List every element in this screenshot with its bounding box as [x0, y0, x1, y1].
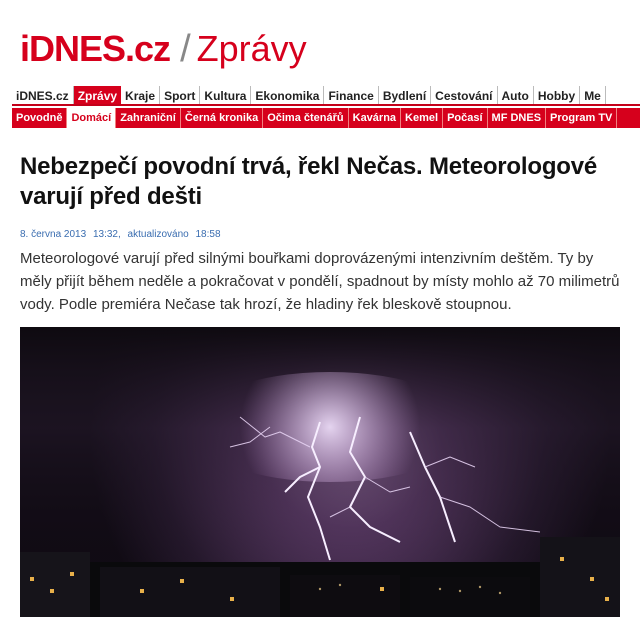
- nav-item-bydlen-[interactable]: Bydlení: [379, 86, 431, 105]
- article-lead: Meteorologové varují před silnými bouřkami doprovázenými intenzivním deštěm. Ty by měly přijít během neděle a pokračovat v pondělí, spadnout by místy mohlo až 70 milimetrů vody. Podle premiéra Nečase tak hrozí, že hladiny řek bleskově stoupnou.: [20, 250, 620, 313]
- updated-label: aktualizováno: [127, 229, 189, 240]
- nav-item-auto[interactable]: Auto: [498, 86, 534, 105]
- article-time: 13:32,: [92, 229, 121, 240]
- site-logo[interactable]: [20, 28, 307, 68]
- subnav-item-po-as-[interactable]: Počasí: [443, 108, 487, 128]
- article-photo[interactable]: [20, 327, 620, 617]
- updated-time: 18:58: [195, 229, 221, 240]
- subnav-item-o-ima-ten-[interactable]: Očima čtenářů: [263, 108, 348, 128]
- logo-separator: /: [180, 28, 191, 70]
- subnav-item-zahrani-n-[interactable]: Zahraniční: [116, 108, 181, 128]
- subnav-item--ern-kronika[interactable]: Černá kronika: [181, 108, 263, 128]
- secondary-nav: [12, 108, 640, 128]
- lightning-storm-image: [20, 327, 620, 617]
- nav-item-sport[interactable]: Sport: [160, 86, 200, 105]
- nav-item-kraje[interactable]: Kraje: [121, 86, 160, 105]
- section-title[interactable]: Zprávy: [196, 28, 307, 69]
- subnav-item-mf-dnes[interactable]: MF DNES: [488, 108, 547, 128]
- nav-item-cestov-n-[interactable]: Cestování: [431, 86, 497, 105]
- nav-item-kultura[interactable]: Kultura: [200, 86, 251, 105]
- subnav-item-dom-c-[interactable]: Domácí: [67, 108, 116, 128]
- nav-item-hobby[interactable]: Hobby: [534, 86, 580, 105]
- primary-nav: [12, 86, 640, 106]
- subnav-item-povodn-[interactable]: Povodně: [12, 108, 67, 128]
- subnav-item-program-tv[interactable]: Program TV: [546, 108, 617, 128]
- brand-main: iDNES: [20, 28, 126, 69]
- brand-logo[interactable]: [20, 28, 170, 70]
- nav-item-ekonomika[interactable]: Ekonomika: [251, 86, 324, 105]
- nav-item-me[interactable]: Me: [580, 86, 606, 105]
- subnav-item-kemel[interactable]: Kemel: [401, 108, 443, 128]
- subnav-item-kav-rna[interactable]: Kavárna: [349, 108, 401, 128]
- article-meta: [20, 229, 225, 240]
- nav-item-idnes-cz[interactable]: iDNES.cz: [12, 86, 74, 105]
- article-headline: Nebezpečí povodní trvá, řekl Nečas. Meteorologové varují před dešti: [20, 153, 598, 210]
- nav-item-zpr-vy[interactable]: Zprávy: [74, 86, 121, 105]
- brand-tld: .cz: [125, 28, 171, 69]
- nav-item-finance[interactable]: Finance: [324, 86, 378, 105]
- article-date: 8. června 2013: [20, 229, 87, 240]
